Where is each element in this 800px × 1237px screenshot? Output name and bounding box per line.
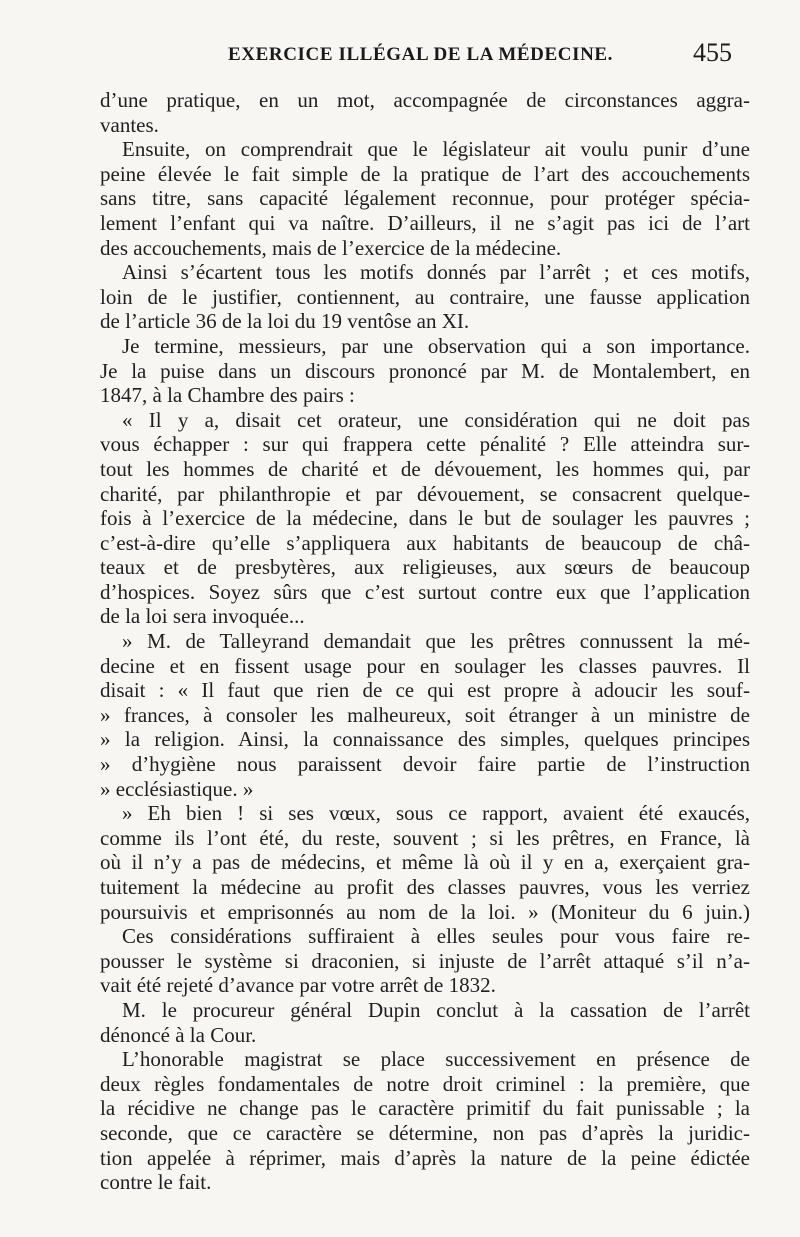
text-line: fois à l’exercice de la médecine, dans le but de soulager les pauvres ; bbox=[100, 506, 750, 531]
text-line: de l’article 36 de la loi du 19 ventôse an XI. bbox=[100, 309, 470, 334]
text-line: seconde, que ce caractère se détermine, non pas d’après la juridic- bbox=[100, 1120, 750, 1145]
text-line: d’hospices. Soyez sûrs que c’est surtout contre eux que l’application bbox=[100, 579, 750, 604]
text-line: Je la puise dans un discours prononcé par M. de Montalembert, en bbox=[100, 358, 750, 383]
text-line: vait été rejeté d’avance par votre arrêt de 1832. bbox=[100, 973, 496, 998]
text-line: deux règles fondamentales de notre droit criminel : la première, que bbox=[100, 1071, 750, 1096]
text-line: Ainsi s’écartent tous les motifs donnés par l’arrêt ; et ces motifs, bbox=[122, 260, 750, 285]
text-line: « Il y a, disait cet orateur, une considération qui ne doit pas bbox=[122, 407, 750, 432]
text-line: c’est-à-dire qu’elle s’appliquera aux habitants de beaucoup de châ- bbox=[100, 530, 750, 555]
text-line: Ces considérations suffiraient à elles seules pour vous faire re- bbox=[122, 924, 750, 949]
text-line: tout les hommes de charité et de dévouement, les hommes qui, par bbox=[100, 456, 750, 481]
text-line: disait : « Il faut que rien de ce qui est propre à adoucir les souf- bbox=[100, 678, 750, 703]
text-line: vous échapper : sur qui frappera cette pénalité ? Elle atteindra sur- bbox=[100, 432, 750, 457]
text-line: teaux et de presbytères, aux religieuses, aux sœurs de beaucoup bbox=[100, 555, 750, 580]
running-title: EXERCICE ILLÉGAL DE LA MÉDECINE. bbox=[228, 44, 614, 65]
text-line: L’honorable magistrat se place successivement en présence de bbox=[122, 1047, 750, 1072]
text-line: de la loi sera invoquée... bbox=[100, 604, 305, 629]
text-line: d’une pratique, en un mot, accompagnée de circonstances aggra- bbox=[100, 88, 750, 112]
text-line: pousser le système si draconien, si injuste de l’arrêt attaqué s’il n’a- bbox=[100, 948, 750, 973]
text-line: M. le procureur général Dupin conclut à la cassation de l’arrêt bbox=[122, 997, 750, 1022]
text-line: loin de le justifier, contiennent, au contraire, une fausse application bbox=[100, 284, 750, 309]
text-line: » Eh bien ! si ses vœux, sous ce rapport, avaient été exaucés, bbox=[122, 801, 750, 826]
text-line: où il n’y a pas de médecins, et même là où il y en a, exerçaient gra- bbox=[100, 850, 750, 875]
text-line: » la religion. Ainsi, la connaissance des simples, quelques principes bbox=[100, 727, 750, 752]
text-line: charité, par philanthropie et par dévouement, se consacrent quelque- bbox=[100, 481, 750, 506]
text-line: » ecclésiastique. » bbox=[100, 776, 254, 801]
text-line: comme ils l’ont été, du reste, souvent ; si les prêtres, en France, là bbox=[100, 825, 750, 850]
text-line: contre le fait. bbox=[100, 1170, 212, 1195]
text-line: 1847, à la Chambre des pairs : bbox=[100, 383, 355, 408]
text-line: Je termine, messieurs, par une observation qui a son importance. bbox=[122, 333, 750, 358]
text-line: la récidive ne change pas le caractère primitif du fait punissable ; la bbox=[100, 1096, 750, 1121]
text-line: » frances, à consoler les malheureux, soit étranger à un ministre de bbox=[100, 702, 750, 727]
text-line: poursuivis et emprisonnés au nom de la loi. » (Moniteur du 6 juin.) bbox=[100, 899, 750, 924]
text-line: lement l’enfant qui va naître. D’ailleurs, il ne s’agit pas ici de l’art bbox=[100, 210, 750, 235]
text-line: vantes. bbox=[100, 112, 159, 137]
text-line: peine élevée le fait simple de la pratique de l’art des accouchements bbox=[100, 161, 750, 186]
body-text bbox=[100, 88, 750, 1195]
text-line: decine et en fissent usage pour en soulager les classes pauvres. Il bbox=[100, 653, 750, 678]
text-line: tuitement la médecine au profit des classes pauvres, vous les verriez bbox=[100, 875, 750, 899]
text-line: » d’hygiène nous paraissent devoir faire partie de l’instruction bbox=[100, 752, 750, 777]
text-line: Ensuite, on comprendrait que le législateur ait voulu punir d’une bbox=[122, 137, 750, 162]
page-header bbox=[100, 38, 740, 78]
text-line: » M. de Talleyrand demandait que les prêtres connussent la mé- bbox=[122, 629, 750, 654]
text-line: dénoncé à la Cour. bbox=[100, 1022, 257, 1047]
text-line: tion appelée à réprimer, mais d’après la nature de la peine édictée bbox=[100, 1145, 750, 1170]
text-line: sans titre, sans capacité légalement reconnue, pour protéger spécia- bbox=[100, 186, 750, 211]
text-line: des accouchements, mais de l’exercice de la médecine. bbox=[100, 235, 562, 260]
page-number: 455 bbox=[693, 38, 732, 67]
